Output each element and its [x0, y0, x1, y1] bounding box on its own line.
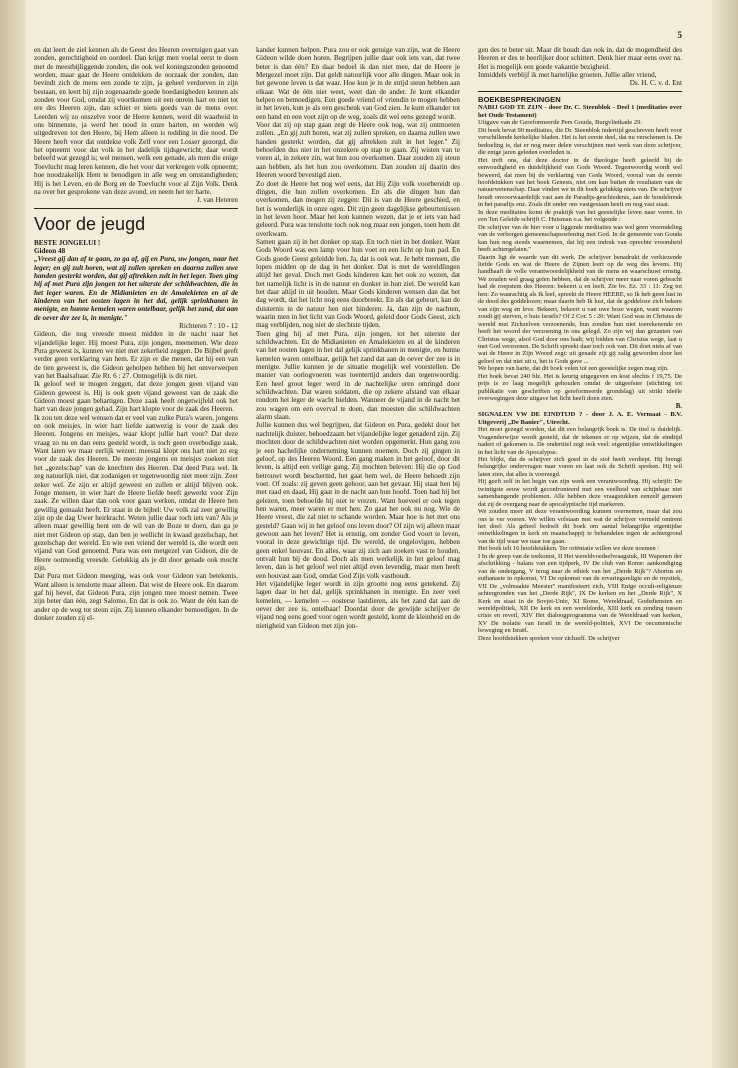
youth-paragraph: Ik geloof wel te mogen zeggen, dat deze jongen geen vijand van Gideon geweest is. Hij is ook geen vijand geweest van de zaak die Gideon moest gaan behartigen. Deze zaak heeft ongetwijfeld ook het hart van deze jongen gehad. Zijn hart klopte voor de zaak des Heeren.: [34, 380, 238, 414]
book-review-paragraph: Het moet gezegd worden, dat dit een belangrijk boek is. De titel is duidelijk. Vragenderwijze wordt gesteld, dat de tekenen er op wijzen, dat de eindtijd nadert of gekomen is. De ondertitel zegt ook veel: eigentijdse ontwikkelingen in het licht van de Apocalypse.: [478, 426, 682, 456]
scan-edge-right: [712, 0, 738, 1068]
book-review-initial: B.: [675, 402, 682, 410]
youth-paragraph: Het vijandelijke leger wordt in zijn grootte nog eens getekend. Zij lagen daar in het dal, gelijk sprinkhanen in menigte. En zeer veel kemelen, — kemelen — oosterse lastdieren, als het zand dat aan de oever der zee is, ontelbaar! Doordat door de gewijde schrijver de vijand nog eens goed voor ogen wordt gesteld, komt de kleinheid en de nietigheid van Gideon met zijn jon-: [256, 580, 460, 630]
newspaper-page: [34, 30, 682, 1042]
youth-paragraph: Samen gaan zij in het donker op stap. En toch niet in het donker. Want Gods Woord was een lamp voor hun voet en een licht op hun pad. En Gods goede Geest geleidde hen. Ja, dat is ook wat. Je hebt mensen, die lopen midden op de dag in het donker. Dat is met de wereldlingen altijd het geval. Doch met Gods kinderen kan het ook zo wezen, dat het namelijk licht is in de natuur en donker in hun ziel. De wereld kan het daar altijd in uit houden. Maar Gods kinderen wensen dan dat het dag wordt, dat het licht nog eens doorbreekt. En als dat gebeurt, kan de duisternis in de natuur hen niet hinderen. Ja, dan zijn de nachten, waarin men in het licht van Gods Woord, geleid door Gods Geest, zich mag verblijden, nog niet de slechtste tijden.: [256, 237, 460, 330]
column-middle: [256, 46, 460, 1042]
youth-closing: Inmiddels verblijf ik met hartelijke groeten. Jullie aller vriend,: [478, 71, 657, 80]
youth-paragraph: Zo doet de Heere het nog wel eens, dat Hij Zijn volk voorbereidt op dingen, die hun zullen overkomen. En als die dingen hun dan overkomen, dan mogen zij zeggen: Dit is van de Heere geschied, en het is wonderlijk in onze ogen. Dit zijn geen dagelijkse gebeurtenissen in het leven hoor. Maar het kon kunnen wezen, dat je er iets van had geleerd. Pura was tenslotte toch ook nog maar een jongen, toen hem dit overkwam.: [256, 179, 460, 238]
book-review-paragraph: Het treft ons, dat deze doctor in de theologie heeft geleefd bij de eenvoudigheid en duidelijkheid van Gods Woord. Tegenwoordig wordt wel beweerd, dat men bij de verklaring van Gods Woord, vooral van de eerste hoofdstukken van het boek Genesis, niet om kan buiten de resultaten van de natuurwetenschap. Daar vinden we in dit boek gelukkig niets van. De schrijver houdt onvoorwaardelijk vast aan de Paradijs-geschiedenis, aan de bondsbreuk in het paradijs enz. Zoals dit onder ons vastgestaan heeft en nog vast staat.: [478, 156, 682, 209]
youth-paragraph: Toen ging hij af met Pura, zijn jongen, tot het uiterste der schildwachten. En de Midianieten en Amalekieten en al de kinderen van het oosten lagen in het dal gelijk sprinkhanen in menigte, en hunne kemelen waren ontelbaar, gelijk het zand dat aan de oever der zee is in menigte. Jullie kunnen je de situatie mogelijk wel voorstellen. De manier van oorlogvoeren was toentertijd anders dan tegenwoordig. Een heel groot leger werd in de nachtelijke uren omringd door schildwachten. Dat waren soldaten, die op zekere afstand van elkaar rondom het leger de wacht hielden. Wanneer de vijand in de nacht het zou wagen om een overval te doen, dan moesten die schildwachten alarm slaan.: [256, 329, 460, 422]
youth-paragraph: gen des te beter uit. Maar dit houdt dan ook in, dat de mogendheid des Heeren er des te heerlijker door schittert. Denk hier maar eens over na. Het is mogelijk een goede vakantie bezigheid.: [478, 46, 682, 71]
bible-verse: „Vreest gij dan af te gaan, zo ga af, gij en Pura, uw jongen, naar het leger; en gij zult horen, wat zij zullen spreken en daarna zullen uwe handen gesterkt worden, dat gij aftrekken zult in het leger. Toen ging hij af met Pura zijn jongen tot het uiterste der schildwachten, die in het leger waren. En de Midianieten en de Amalekieten en al de kinderen van het oosten lagen in het dal, gelijk sprinkhanen in menigte, en hunne kemelen waren ontelbaar, gelijk het zand, dat aan de oever der zee is, in menigte.": [34, 255, 238, 322]
youth-paragraph: kander kunnen helpen. Pura zou er ook getuige van zijn, wat de Heere Gideon wilde doen horen. Begrijpen jullie daar ook iets van, dat twee beter is dan één? En daar bedoel ik dan niet mee, dat de Heere je Metgezel moet zijn. Dat geldt natuurlijk voor alle dingen. Maar ook in het gewone leven is dat waar. Hoe kun je in de strijd steun hebben aan elkaar. Wat de één niet weet, weet dan de ander. Je kunt elkander helpen en bemoedigen. Een goede vriend of vriendin te mogen hebben in het leven, kun je als een geschenk van God zien. Je kunt elkander tot een hand en een voet zijn op de weg, zoals dit wel eens gezegd wordt.: [256, 46, 460, 121]
youth-paragraph: Gideon, die nog vreesde moest midden in de nacht naar het vijandelijke leger. Hij moest Pura, zijn jongen, meenemen. Wie deze Pura geweest is, kunnen we niet met zekerheid zeggen. De Bijbel geeft verder geen verklaring van hem. Er zijn er die menen, dat hij een van de tien geweest is, die Gideon geholpen hebben bij het omverwerpen van het Baalsaltaar. Zie Rt. 6 : 27. Onmogelijk is dit niet.: [34, 330, 238, 381]
book-review-paragraph: Dit boek bevat 90 meditaties, die Dr. Steenblok indertijd geschreven heeft voor verschillende kerkelijke bladen. Het is het eerste deel, dat nu verschenen is. De bedoeling is, dat er nog meer delen verschijnen met werk van deze schrijver, die enige jaren geleden overleden is.: [478, 126, 682, 157]
youth-signature: Ds. H. C. v. d. Ent: [629, 79, 682, 88]
section-divider: [34, 208, 238, 209]
book-review-paragraph: Het boek bevat 240 blz. Het is keurig uitgegeven en kost slechts f 19,75. De prijs is zo laag mogelijk gehouden omdat de uitgeefster (stichting tot publikatie van geschriften op gereformeerde grondslag) uit strikt ideële overwegingen deze uitgave het licht heeft doen zien.: [478, 372, 682, 403]
youth-paragraph: Jullie kunnen dus wel begrijpen, dat Gideon en Pura, gedekt door het nachtelijk duister, behoedzaam het vijandelijke leger genaderd zijn. Zij mochten door de schildwachten niet worden opgemerkt. Hun gang zou je een hachelijke onderneming kunnen noemen. Doch zij gingen in geloof, op des Heeren Woord. Een gang maken in het geloof, door dit leven, is altijd een veilige gang. Zij mochten beleven: Hij die op God betrouwt wordt beschermd, het gaat hem wel, de Heere behoedt zijn voet. Of zoals: zij geven geen gehoor, aan het gevaar. Hij staat hen bij met raad en daad, Hij gaat in de nacht aan hun hoofd. Toen had hij het gelezen, toen behoefde hij niet te vrezen. Want hoeveel er ook tegen hen waren, meer waren er met hen. Zo gaat het ook nu nog. Wie de Heere vreest, die zal niet te schande worden. Maar hoe is het met ons gesteld? Gaan wij in het geloof ons leven door? Of zijn wij alleen maar gewoon aan het leven? Het is ernstig, om zonder God voort te leven, vooral in deze gewichtige tijd. De wereld, de ongelovigen, hebben geen enkel houvast. En alles, waar zij zich aan zoeken vast te houden, ontvalt hun bij de dood. Doch als men werkelijk in het geloof mag leven, dan is het geloof wel niet altijd even levendig, maar men heeft een houvast aan God, omdat God Zijn volk vasthoudt.: [256, 421, 460, 580]
bible-reference: Richteren 7 : 10 - 12: [179, 321, 238, 330]
column-left: [34, 46, 238, 1042]
book-review-paragraph: We hopen van harte, dat dit boek velen tot een geestelijke zegen mag zijn.: [478, 365, 669, 373]
youth-section-title: Voor de jeugd: [34, 213, 146, 234]
book-review-paragraph: We zouden meer uit deze verantwoording kunnen overnemen, maar dat zou ons te ver voeren. We willen volstaan met wat de schrijver vermeld omtrent het doel: Als geheel bedoelt dit boek om aantal belangrijke eigentijdse ontwikkelingen in kerk en maatschappij te behandelen tegen de achtergrond van de tijd waar we naar toe gaan.: [478, 508, 682, 545]
book-review-paragraph: Deze hoofdstukken spreken voor zichzelf. De schrijver: [478, 634, 620, 642]
book-review-paragraph: Daarin ligt de waarde van dit werk. De schrijver benadrukt de verkiezende liefde Gods en wat de Heere de Zijnen leert op de weg des levens. Hij handhaaft de volle verantwoordelijkheid van de mens en waarschuwt ernstig. We zouden wel graag geïen hebben, dat de schrijver meer naar voren gebracht had de roepstem des Heeren: bekeert u en leeft. Zie bv. Ez. 33 : 11: Zeg tot hen: Zo waarachtig als Ik leef, spreekt de Heere HEERE, so Ik heb geen lust in de dood des goddelozen; maar daarin heb Ik lust, dat de goddeloze zich bekere van zijn weg en leve. Bekeert, bekeert u van uwe boze wegen, want waarom zoudt gij sterven, o huis Israëls? Of 2 Cor. 5 : 20: Want God was in Christus de wereld met Zichzelven verzoenende, hun zonden hun niet toerekenende en heeft het woord der verzoening in ons gelegd. Zo zijn wij dan gezanten van Christus wege, alsof God door ons badt; wij bidden van Christus wege, laat u met God verzoenen. De Schrift spreekt daar toch ook van. Dit doet niets af van wat de Heere in Zijn Woord zegt: uit genade zijt gij zalig geworden door het geloof en dat niet uit u, het is Gods gave ...: [478, 253, 682, 365]
youth-paragraph: Voor dat zij op stap gaan zegt de Heere ook nog, wat zij ontmoeten zullen. „En gij zult horen, wat zij zullen spreken, en daarna zullen uwe handen gesterkt worden, dat gij aftrekken zult in het leger." Zij behoefden dus niet in het onzekere op stap te gaan. Zij wisten van te voren al, in zekere zin, wat hun zou overkomen. Daar zouden zij steun aan hebben, als het hun zou overkomen. Dan zouden zij daarin des Heeren woord bevestigd zien.: [256, 121, 460, 180]
youth-greeting: BESTE JONGELUI !: [34, 238, 101, 247]
book-review-paragraph: In deze meditaties komt de praktijk van het geestelijke leven naar voren. In een Ten Geleide schrijft C. Huisman o.a. het volgende :: [478, 208, 682, 224]
section-divider: [478, 91, 682, 92]
book-review-paragraph: I In de greep van de toekomst, II Het wereldvoedselvraagstuk, III Wapenen der afschrikking - balans van een tijdperk, IV De club van Rome: aankondiging van de ondergang, V terug naar de ethiek van het „Derde Rijk"? Abortus en euthanasie in opkomst, VI De opkomst van de ervaringsreligie en de mystiek, VII De „volmaakte Meester" manifesteert zich, VIII Enige occult-religieuze achtergronden van het „Derde Rijk", IX De kerken en het „Derde Rijk", X Kerk en staat in de Sovjet-Unie, XI Rome, Wereldraad, Godsdiensten en wereldpolitiek, XII De kerk en een wereldorde, XIII kerk en zending tussen crisis en reveil, XIV Het dialoogprogramma van de Wereldraad van kerken, XV De isolatie van Israël in de wereld-politiek, XVI De oecumenische beweging en Israël.: [478, 552, 682, 635]
book-review-title: NABIJ GOD TE ZIJN - door Dr. C. Steenblok - Deel 1 (meditaties over het Oude Testament): [478, 104, 682, 119]
sermon-closing-paragraph: en dat leert de ziel kennen als de Geest des Heeren overtuigen gaat van zonden, gerechtigheid en oordeel. Dan krijgt men voelal eerst te doen met de meestbijliggende zonden, die ook wel koningszonden genoemd worden, maar gaat de Heere ontdekken de oorzaak der zonden, dan bevindt zich de mens een zonde te zijn, ja geheel verdorven in zijn bestaan, en leert hij zijn zogenaamde goede hoedanigheden kennen als zonden voor God, omdat zij voortkomen uit een onrein hart en niet tot ere des Heeren zijn, dan schiet er niets goeds van de mens over. Leerden wij zo onszelve voor de Heere kennen, werd dit waarheid in ons binnenste, ja werd het nood in onze harten, en werden wij uitgedreven tot den Heere, bij Hem alleen is redding in die nood. De Heere heeft voor dat ontdekte volk Zelf voor een Losser gezorgd, die het opneemt voor dat volk in het dadelijk tijdsgewricht; daar wordt beleefd wat gezegd is; wel mensen, welk een genade, als men die enige Toevlucht mag leren kennen, die het voor dat verkregen volk opneemt; hoe noodzakelijk Hem te benodigen in alle weg en omstandigheden; Hij is het Leven, en de Borg en de Toevlucht voor al Zijn Volk. Denk na over het gesprokene van deze avond, en neem het ter harte.: [34, 46, 238, 196]
book-review-paragraph: Het blijkt, dat de schrijver zich goed in de stof heeft verdiept. Hij brengt belangrijke ondervragen naar voren en laat ook de Schrift spreken. Hij wil laten zien, dat alles is voorzegd.: [478, 455, 682, 478]
book-review-paragraph: Het boek telt 16 hoofdstukken. Ter oriëntatie willen we deze noemen :: [478, 545, 660, 553]
scan-edge-left: [0, 0, 26, 1068]
book-review-paragraph: De schrijver van de hier voor u liggende meditaties was wel geen vreemdeling van de verborgen gemeenschapsoefening met God. In de gemeente van Gouda kan hun nog steeds waarnemen, dat hij een indruk van oprechte vroomheid heeft achtergelaten.": [478, 223, 682, 254]
youth-subject: Gideon 48: [34, 246, 66, 255]
youth-paragraph: Ik zou ten deze wel wensen dat er veel van zulke Pura's waren, jongens en ook meisjes, in wier hart liefde aanwezig is voor de zaak des Heeren. Jongens en meisjes, waar klopt jullie hart voor? Dat deze vraag zo nu en dan eens gesteld wordt, is toch geen overbodige zaak. Want laten we maar eerlijk wezen: meestal klopt ons hart niet zo erg voor de zaak des Heeren. De meeste jongens en meisjes zoeken niet het „gezelschap" van de knechten des Heeren. Dat deed Pura wel. Ik zeg natuurlijk niet, dat zodanigen er tegenwoordig niet meer zijn. Zeer zeker wel. Ze zijn er altijd geweest en zullen er altijd blijven ook. Jonge mensen, in wier hart de Heere liefde heeft gewerkt voor Zijn zaak. Ze willen daar dan ook voor gaan werken, omdat de Heere hen gewillig gemaakt heeft. Er staat in de bijbel: Uw volk zal zeer gewillig zijn op de dag Uwer heirkracht. Weten jullie daar toch iets van? Als je alleen maar gewillig bent om de wil van de Boze te doen, dan ga je niet met Gideon op stap, dan ben je wellicht in kwaad gezelschap, het gezelschap der wereld. En wie een vriend der wereld is, die wordt een vijand van God genoemd. Pura was een metgezel van Gideon, die de Heere ootmoedig vreesde. Gelukkig als je dit door genade ook mocht zijn.: [34, 413, 238, 572]
book-reviews-heading: BOEKBESPREKINGEN: [478, 94, 561, 104]
book-review-title: SIGNALEN VW DE EINDTIJD ? - door J. A. E. Vermaat - B.V. Uitgeverij „De Banier", Utrecht.: [478, 410, 682, 426]
youth-paragraph: Dat Pura met Gideon meeging, was ook voor Gideon van betekenis. Want alleen is tenslotte maar alleen. Dat wist de Heere ook. En daarom gaf hij bevel, dat Gideon Pura, zijn jongen mee moest nemen. Twee zijn beter dan één, zegt Salomo. En dat is ook zo. Want de één kan de ander op de weg tot steun zijn. Zij kunnen elkander bemoedigen. In de donker zouden zij el-: [34, 572, 238, 622]
book-review-paragraph: Hij geeft zelf in het begin van zijn werk een verantwoording. Hij schrijft: De twintigste eeuw wordt geconfronteerd met een veelheid van schijnbaar niet samenhangende problemen. Alle hebben deze vraagstukken eenzelf gemeen dat zij de overgang naar de apocalyptische tijd markeren.: [478, 478, 682, 508]
sermon-signature: J. van Heteren: [196, 196, 238, 205]
page-number: 5: [677, 30, 682, 40]
column-right: [478, 46, 682, 1042]
book-review-publisher: Uitgave van de Gereformeerde Pers Gouda, Burgvlietkade 29.: [478, 119, 643, 127]
